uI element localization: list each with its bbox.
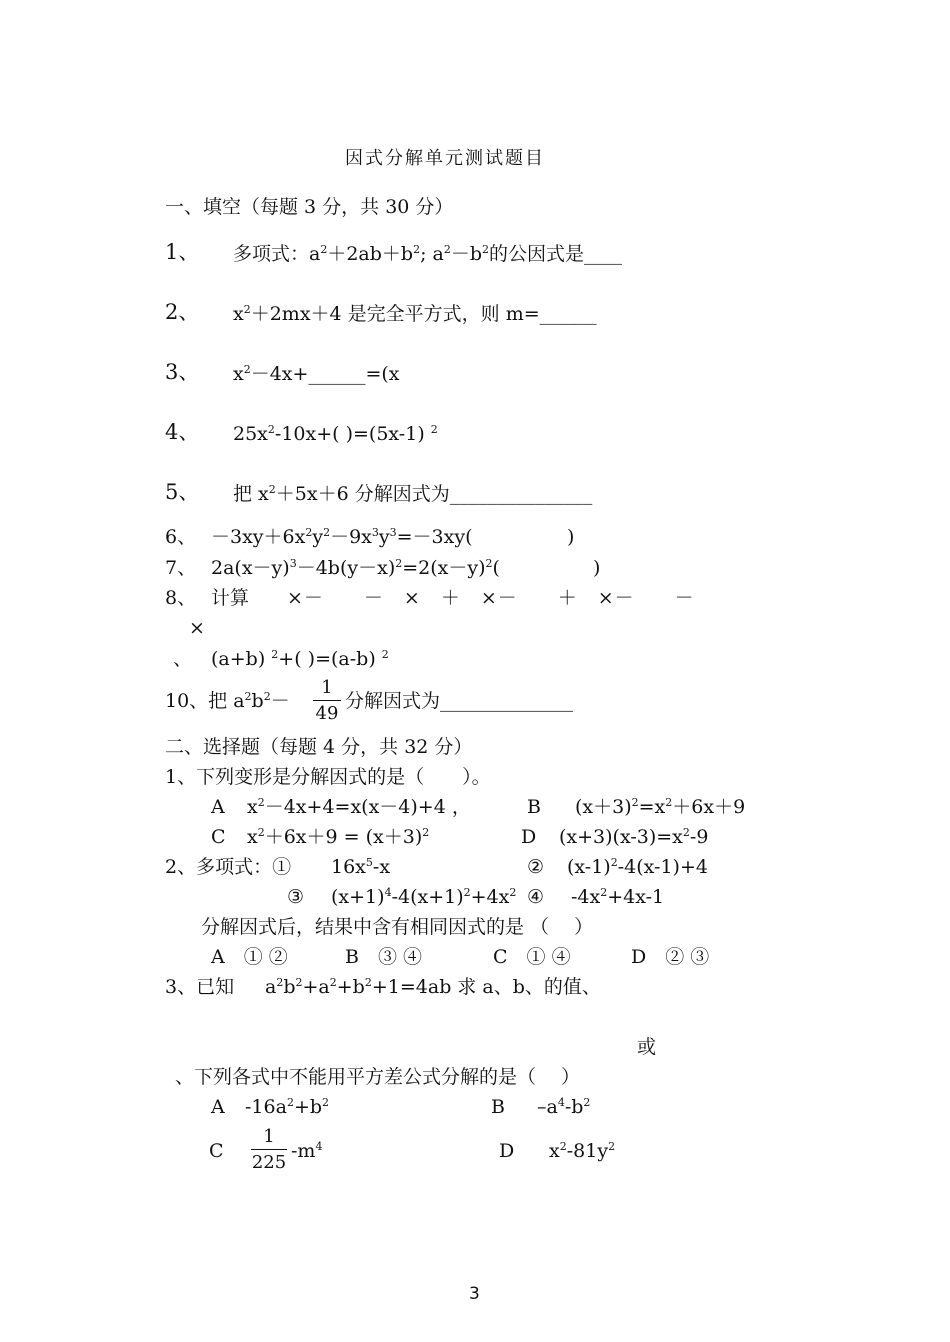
option-text: $-16a^2+b^2$ <box>245 1096 330 1118</box>
question-number: 7、 <box>165 557 197 579</box>
option-label: C <box>209 1140 224 1162</box>
paren-close: ) <box>567 526 575 548</box>
fill-question-2: $x^2+2mx+4$ 是完全平方式，则 m=______ <box>233 303 597 325</box>
fill-question-8-continued: × <box>189 617 205 639</box>
question-number: 、 <box>173 648 193 670</box>
option-label: A <box>211 1096 225 1118</box>
option-text: $-m^4$ <box>291 1140 323 1162</box>
option-text: $x^2-81y^2$ <box>549 1140 616 1162</box>
or-text: 或 <box>637 1036 657 1058</box>
question-number: 3、 <box>165 360 200 384</box>
page-number: 3 <box>469 1284 480 1304</box>
choice-question-2: 2、多项式：① <box>165 856 292 878</box>
option-label: C <box>211 826 226 848</box>
option-label: A <box>211 796 225 818</box>
polynomial-2: $(x-1)^2-4(x-1)+4$ <box>567 856 708 878</box>
section-1-heading: 一、填空（每题 3 分，共 30 分） <box>165 196 454 218</box>
fraction-1-49: 1 49 <box>313 679 341 723</box>
paren-close: ) <box>593 557 601 579</box>
choice-question-4: 、下列各式中不能用平方差公式分解的是（ ） <box>175 1066 581 1088</box>
question-number: 1、 <box>165 240 200 264</box>
fill-question-10: 10、把 $a^2b^2-$ <box>165 690 290 712</box>
polynomial-4: $-4x^2+4x-1$ <box>571 886 665 908</box>
polynomial-4-marker: ④ <box>527 886 545 908</box>
choice-question-3-expr: $a^2b^2+a^2+b^2+1=4ab$ 求 a、b、的值、 <box>265 976 601 998</box>
fill-question-6: $-3xy+6x^2y^2-9x^3y^3=-3xy$( <box>211 526 473 548</box>
fill-question-8-operators: ×－ － × ＋ ×－ ＋ ×－ － <box>287 587 695 609</box>
fill-question-5: 把 $x^2+5x+6$ 分解因式为_______________ <box>233 483 593 505</box>
option-label: D <box>521 826 537 848</box>
option-d: D ② ③ <box>631 946 710 968</box>
option-b: B ③ ④ <box>345 946 423 968</box>
question-number: 4、 <box>165 420 200 444</box>
choice-question-1: 1、下列变形是分解因式的是（ ）。 <box>165 766 491 788</box>
option-a: A ① ② <box>211 946 288 968</box>
option-label: B <box>527 796 541 818</box>
question-number: 8、 <box>165 587 197 609</box>
polynomial-3-marker: ③ <box>287 886 305 908</box>
section-2-heading: 二、选择题（每题 4 分，共 32 分） <box>165 736 473 758</box>
fill-question-3: $x^2-4x+\_\_\_\_\_\_=(x$ <box>233 363 400 385</box>
fraction-1-225: 1 225 <box>251 1126 287 1173</box>
fill-question-4: $25x^2-10x+$( )=(5x-1) $^2$ <box>233 423 438 445</box>
option-text: $x^2-4x+4=x(x-4)+4$ ， <box>247 796 471 818</box>
polynomial-2-marker: ② <box>527 856 545 878</box>
fill-question-9: (a+b) $^2$+( )=(a-b) $^2$ <box>211 648 389 670</box>
question-number: 6、 <box>165 526 197 548</box>
option-label: B <box>491 1096 505 1118</box>
option-text: $-a^4-b^2$ <box>537 1096 591 1118</box>
polynomial-3: $(x+1)^4-4(x+1)^2+4x^2$ <box>331 886 517 908</box>
fill-question-1: 多项式：$a^2+2ab+b^2$; $a^2-b^2$的公因式是____ <box>233 243 623 265</box>
page-title: 因式分解单元测试题目 <box>345 148 545 169</box>
choice-question-2-ask: 分解因式后，结果中含有相同因式的是 （ ） <box>201 916 594 938</box>
option-text: $(x+3)(x-3)=x^2-9$ <box>559 826 709 848</box>
polynomial-1: $16x^5-x$ <box>331 856 391 878</box>
fill-question-8: 计算 <box>211 587 250 609</box>
choice-question-3: 3、已知 <box>165 976 235 998</box>
option-text: $x^2+6x+9 = (x+3)^2$ <box>247 826 430 848</box>
fill-question-7: $2a(x-y)^3-4b(y-x)^2=2(x-y)^2$( <box>211 557 500 579</box>
fill-question-10-tail: 分解因式为______________ <box>345 690 574 712</box>
option-label: D <box>499 1140 515 1162</box>
question-number: 2、 <box>165 300 200 324</box>
option-c: C ① ④ <box>493 946 571 968</box>
option-text: $(x+3)^2=x^2+6x+9$ <box>575 796 746 818</box>
question-number: 5、 <box>165 480 200 504</box>
